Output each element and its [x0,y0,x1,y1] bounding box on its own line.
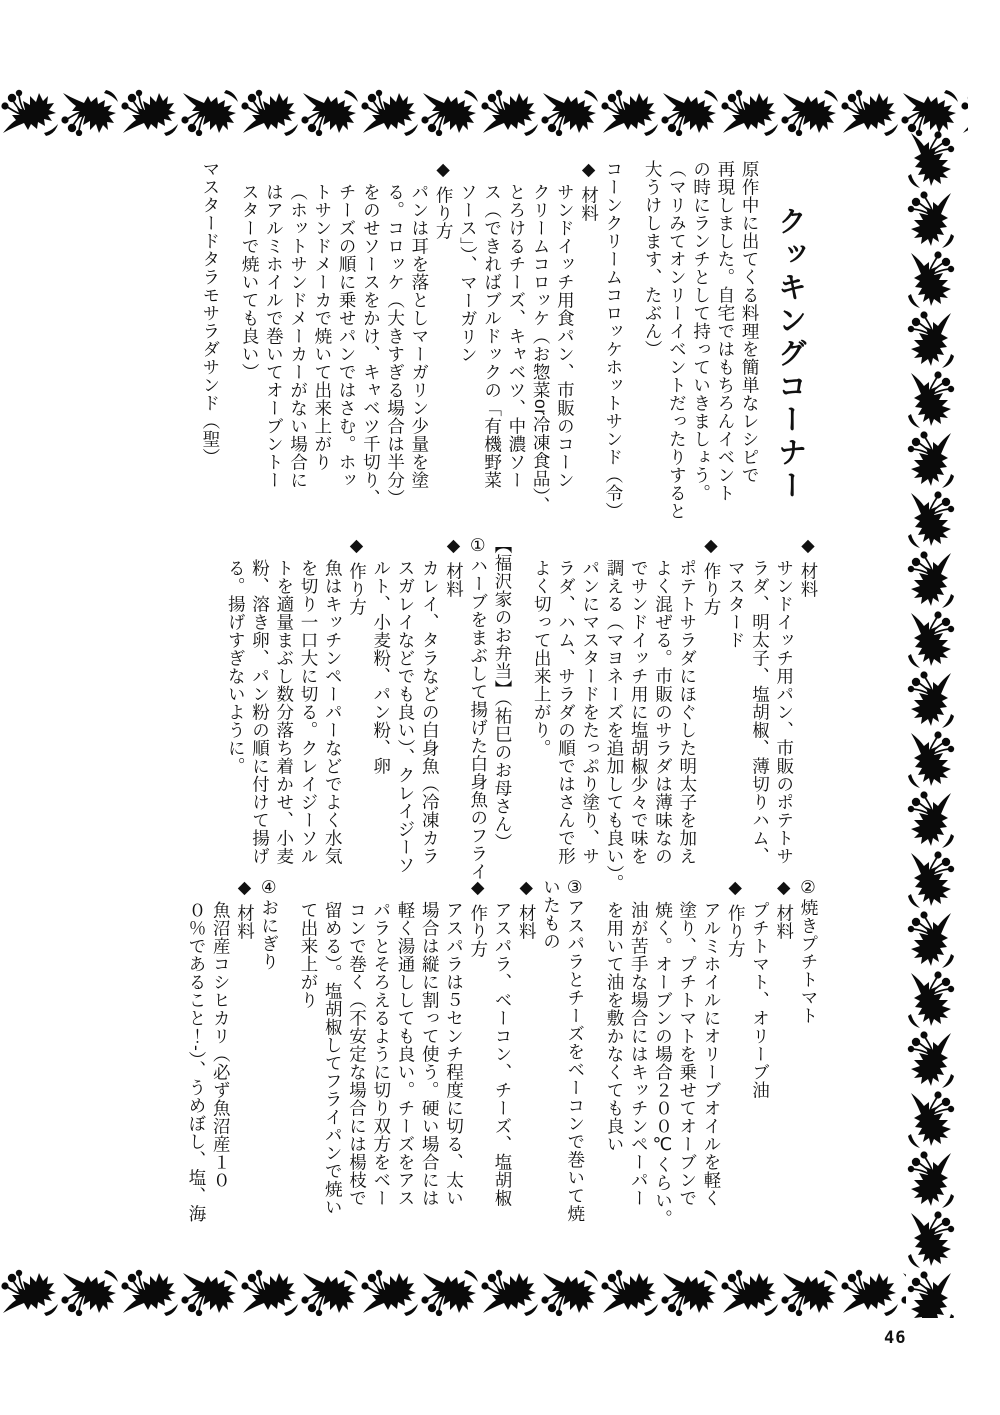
recipe-text-line: マスタード [726,559,747,649]
recipe-title: ②焼きプチトマト [799,878,819,1025]
recipe-text-line: 塗り、プチトマトを乗せてオーブンで [677,901,698,1207]
recipe-text-line: チーズの順に乗せパンではさむ。ホッ [337,183,358,489]
page-title: クッキングコーナー [774,206,806,503]
section-header: ◆ 材料 [517,878,538,940]
section-header: ◆ 作り方 [347,536,368,616]
recipe-text-line: とろけるチーズ、キャベツ、中濃ソー [506,183,527,489]
recipe-title: いたもの [541,878,562,950]
recipe-text-line: サンドイッチ用食パン、市販のコーン [555,183,576,489]
recipe-text-line: を切り一口大に切る。クレイジーソル [299,559,319,865]
recipe-text-line: アスパラは５センチ程度に切る、太い [444,901,465,1207]
ornamental-border-top [0,88,968,136]
intro-text-line: の時にランチとして持っていきましょう。 [691,160,712,502]
recipe-text-line: ポテトサラダにほぐした明太子を加え [677,559,698,865]
intro-text-line: 原作中に出てくる料理を簡単なレシピで [740,160,761,484]
recipe-text-line: はアルミホイルで巻いてオーブントー [264,183,285,489]
recipe-text-line: パラとそろえるように切り双方をベー [371,901,392,1207]
recipe-text-line: パンにマスタードをたっぷり塗り、サ [580,559,601,865]
recipe-text-line: ラダ、ハム、サラダの順ではさんで形 [556,559,577,865]
recipe-text-line: （ホットサンドメーカーがない場合に [288,183,309,489]
recipe-text-line: を用いて油を敷かなくても良い [605,901,625,1153]
recipe-text-line: パンは耳を落としマーガリン少量を塗 [409,183,430,489]
recipe-title: ①ハーブをまぶして揚げた白身魚のフライ [468,536,489,881]
recipe-text-line: スターで焼いても良い） [240,183,261,381]
recipe-text-line: ０％であること！-）、うめぼし、塩、海 [187,901,207,1223]
intro-text-line: 大うけします、たぶん） [643,160,664,358]
recipe-text-line: ス（できればブルドックの「有機野菜 [482,183,503,489]
section-header: ◆ 作り方 [434,160,455,240]
recipe-text-line: クリームコロッケ（お惣菜or冷凍食品）、 [531,183,552,515]
recipe-text-line: サンドイッチ用パン、市販のポテトサ [774,559,795,865]
recipe-title: ③アスパラとチーズをベーコンで巻いて焼 [565,878,586,1223]
recipe-text-line: トサンドメーカで焼いて出来上がり [312,183,333,471]
recipe-text-line: よく混ぜる。市販のサラダは薄味なの [653,559,674,865]
section-header: ◆ 作り方 [468,878,489,958]
recipe-text-line: 焼く。オーブンの場合２００℃くらい。 [653,901,674,1228]
recipe-text-line: 場合は縦に割って使う。硬い場合には [420,901,441,1207]
recipe-text-line: る。揚げすぎないように。 [226,559,247,775]
section-header: ◆ 材料 [235,878,256,940]
recipe-title: ④おにぎり [259,878,280,971]
recipe-text-line: スガレイなどでも良い）、クレイジーソ [396,559,416,875]
recipe-text-line: 油が苦手な場合にはキッチンペーパー [629,901,650,1207]
recipe-text-line: ラダ、明太子、塩胡椒、薄切りハム、 [750,559,771,865]
text-band-2 [55,536,823,893]
recipe-title: 【福沢家のお弁当】（祐巳のお母さん） [493,536,513,852]
section-header: ◆ 材料 [579,160,600,222]
recipe-text-line: ソース」）、マーガリン [458,183,479,364]
recipe-text-line: て出来上がり [299,901,319,1009]
recipe-title: コーンクリームコロッケホットサンド（令） [603,160,624,520]
recipe-text-line: でサンドイッチ用に塩胡椒少々で味を [629,559,650,865]
recipe-text-line: 軽く湯通ししても良い。チーズをアス [396,901,416,1207]
recipe-text-line: 魚はキッチンペーパーなどでよく水気 [323,559,344,865]
recipe-text-line: プチトマト、オリーブ油 [750,901,771,1099]
text-band-3 [55,878,823,1298]
recipe-text-line: カレイ、タラなどの白身魚（冷凍カラ [420,559,441,865]
section-header: ◆ 作り方 [726,878,747,958]
section-header: ◆ 材料 [799,536,819,598]
recipe-text-line: 留める）。塩胡椒してフライパンで焼い [323,901,344,1217]
page-number: 46 [884,1328,907,1348]
section-header: ◆ 作り方 [702,536,722,616]
recipe-text-line: 調える（マヨネーズを追加しても良い）。 [605,559,625,893]
section-header: ◆ 材料 [774,878,795,940]
text-band-1 [55,160,823,518]
recipe-title: マスタードタラモサラダサンド（聖） [200,160,221,466]
recipe-text-line: アルミホイルにオリーブオイルを軽く [702,901,722,1207]
recipe-text-line: コンで巻く（不安定な場合には楊枝で [347,901,368,1207]
recipe-text-line: をのせソースをかけ、キャベツ千切り、 [361,183,382,507]
recipe-text-line: 魚沼産コシヒカリ（必ず魚沼産１０ [211,901,232,1189]
recipe-text-line: ルト、小麦粉、パン粉、卵 [371,559,392,775]
recipe-text-line: アスパラ、ベーコン、チーズ、塩胡椒 [493,901,513,1207]
recipe-text-line: よく切って出来上がり。 [532,559,553,757]
intro-text-line: 再現しました。自宅ではもちろんイベント [715,160,736,502]
recipe-text-line: る。コロッケ（大きすぎる場合は半分） [385,183,406,507]
ornamental-border-right [906,130,958,1318]
section-header: ◆ 材料 [444,536,465,598]
recipe-text-line: 粉、溶き卵、パン粉の順に付けて揚げ [250,559,271,865]
recipe-text-line: トを適量まぶし数分落ち着かせ、小麦 [274,559,295,865]
intro-text-line: （マリみてオンリーイベントだったりすると [667,160,688,520]
